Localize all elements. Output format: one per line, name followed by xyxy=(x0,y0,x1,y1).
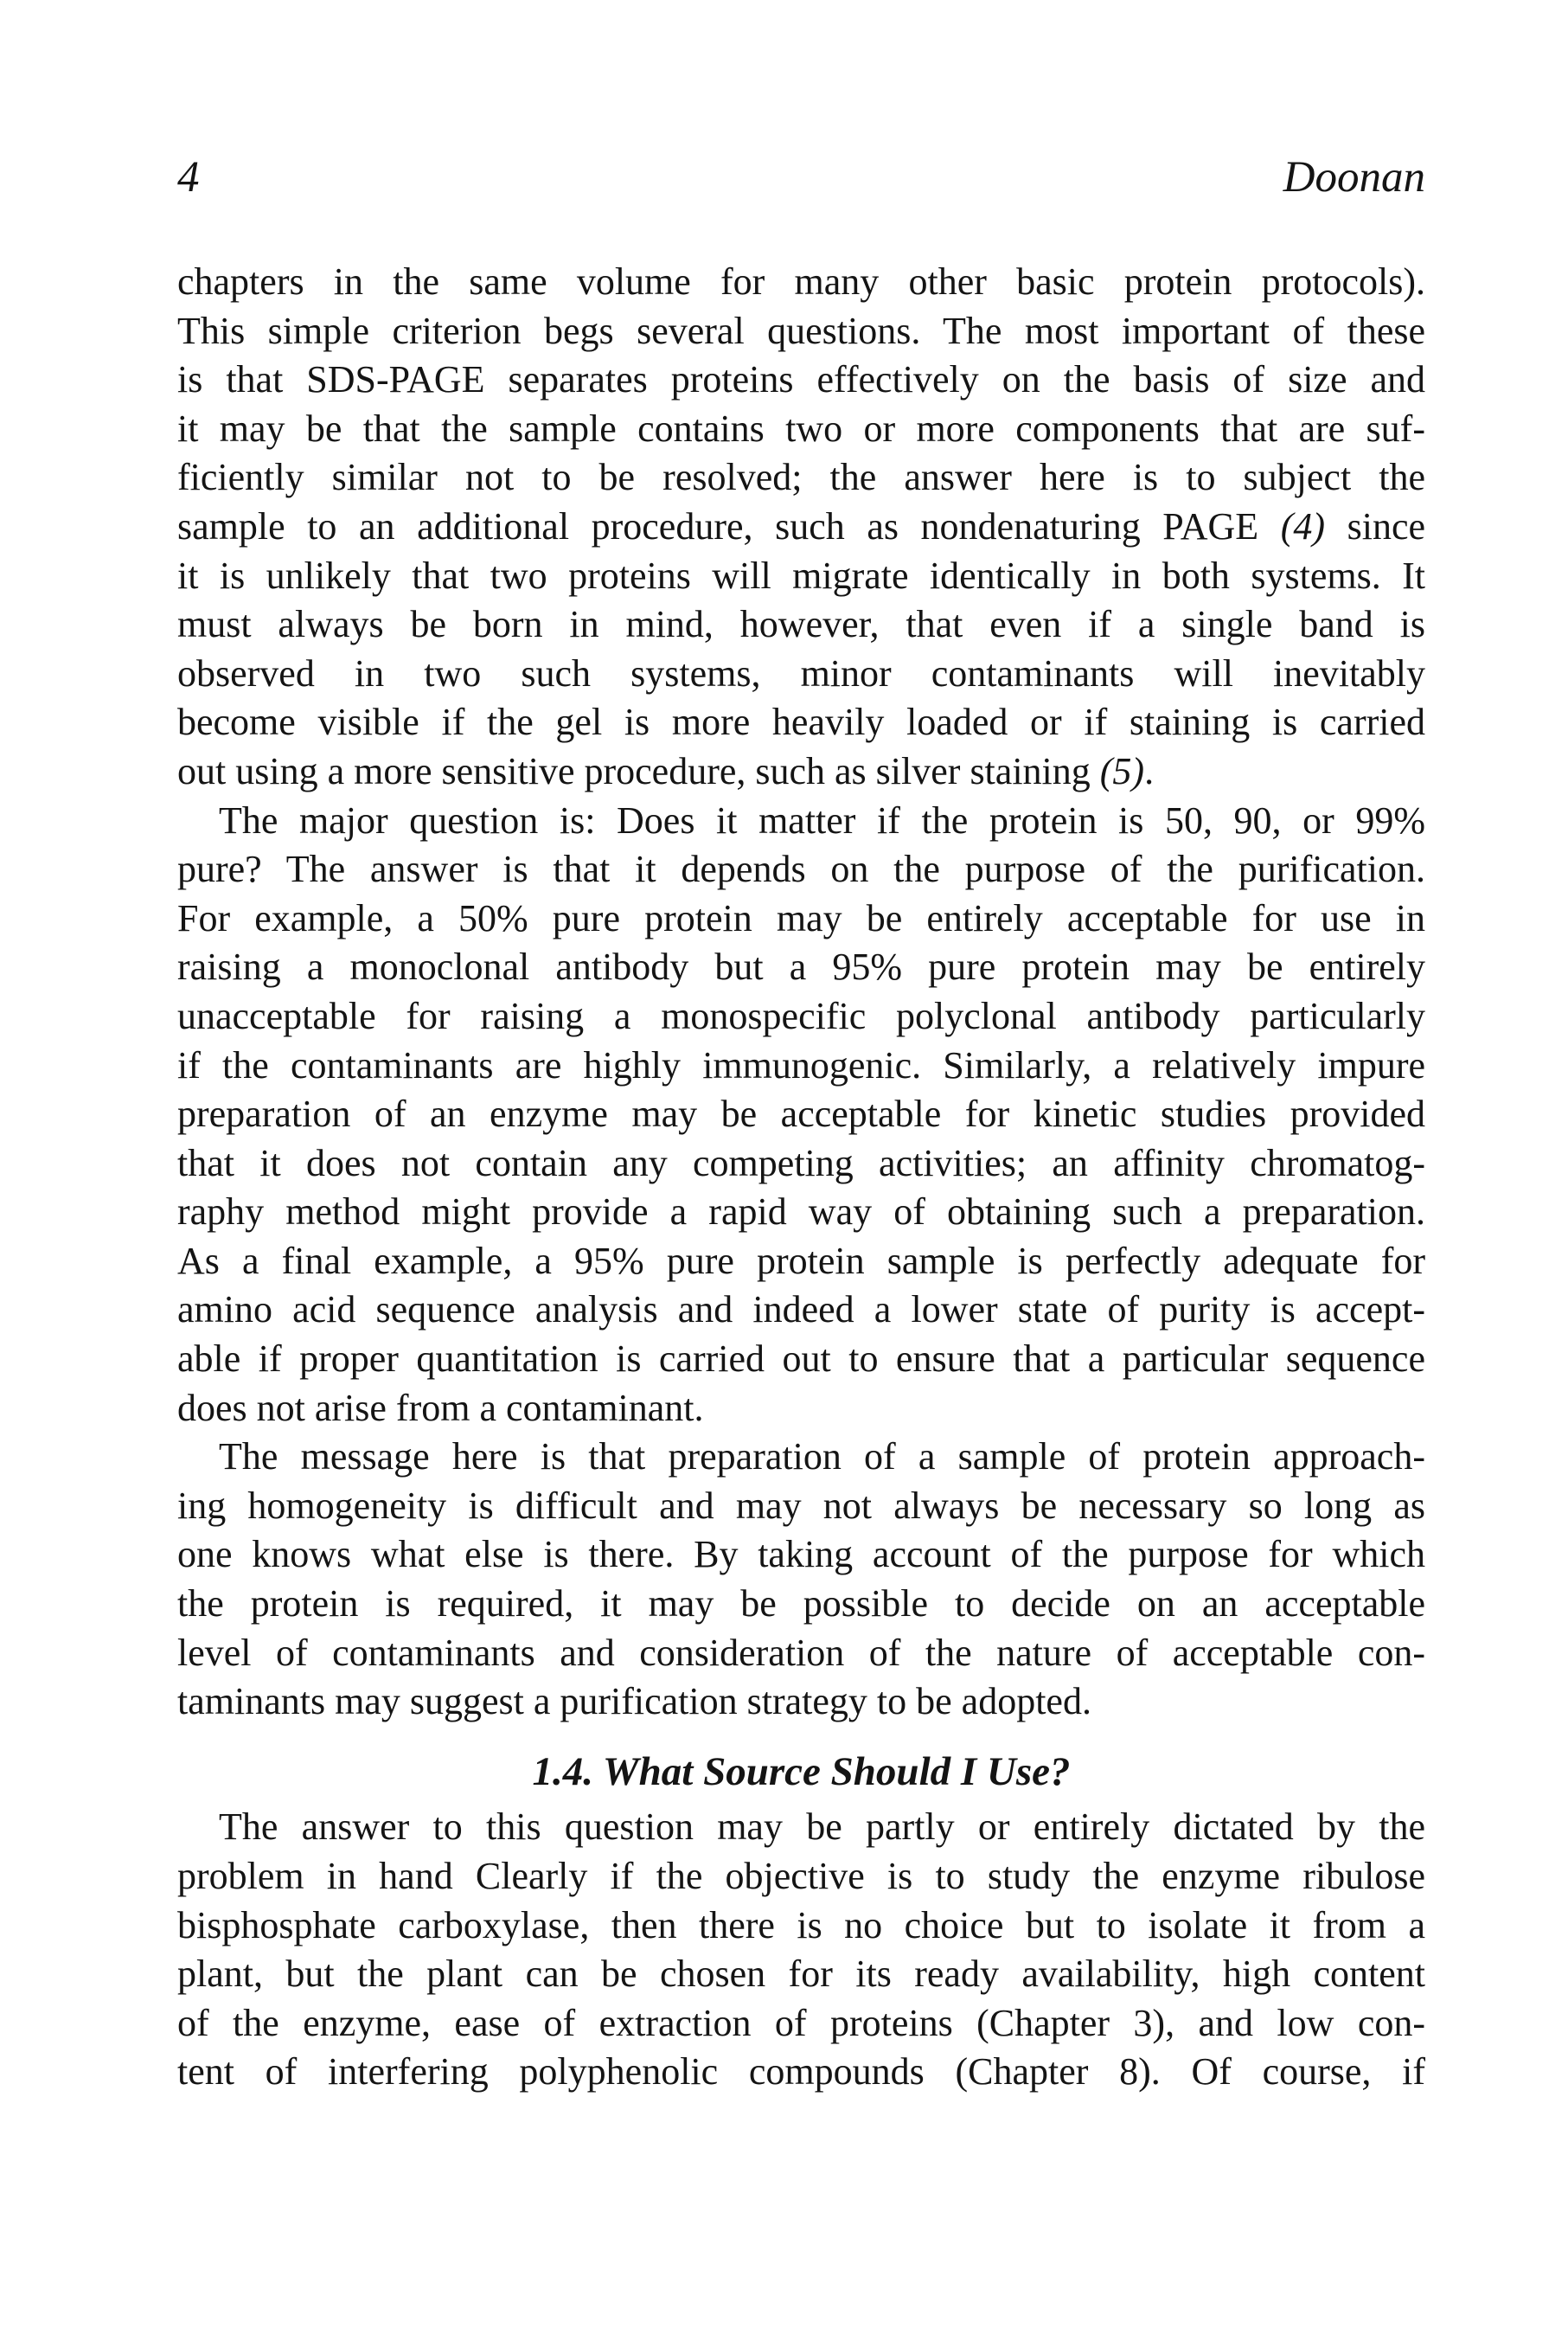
text-line: does not arise from a contaminant. xyxy=(177,1386,704,1429)
text-line: that it does not contain any competing activities; an affinity chromatog- xyxy=(177,1141,1425,1184)
paragraph-source xyxy=(177,1803,1425,2097)
text-segment: since xyxy=(1325,504,1426,548)
text-line: unacceptable for raising a monospecific polyclonal antibody particularly xyxy=(177,994,1425,1037)
text-line: it may be that the sample contains two or more components that are suf- xyxy=(177,407,1425,450)
body-text xyxy=(177,258,1425,2097)
text-line: amino acid sequence analysis and indeed a lower state of purity is accept- xyxy=(177,1288,1425,1331)
text-line: The major question is: Does it matter if the protein is 50, 90, or 99% xyxy=(219,798,1425,842)
text-line: it is unlikely that two proteins will migrate identically in both systems. It xyxy=(177,554,1425,597)
text-segment: . xyxy=(1144,749,1155,792)
text-line: tent of interfering polyphenolic compounds (Chapter 8). Of course, if xyxy=(177,2050,1425,2094)
running-head-author: Doonan xyxy=(1283,153,1425,202)
text-line: bisphosphate carboxylase, then there is no choice but to isolate it from a xyxy=(177,1903,1425,1946)
text-segment: sample to an additional procedure, such as nondenaturing PAGE xyxy=(177,504,1281,548)
text-line: level of contaminants and consideration of the nature of acceptable con- xyxy=(177,1631,1425,1674)
text-line: This simple criterion begs several questions. The most important of these xyxy=(177,309,1425,352)
reference-citation: (5) xyxy=(1099,749,1145,792)
page-number: 4 xyxy=(177,153,200,202)
text-line: the protein is required, it may be possible to decide on an acceptable xyxy=(177,1582,1425,1626)
text-line: ficiently similar not to be resolved; the answer here is to subject the xyxy=(177,456,1425,499)
text-line: For example, a 50% pure protein may be entirely acceptable for use in xyxy=(177,896,1425,939)
text-line: of the enzyme, ease of extraction of proteins (Chapter 3), and low con- xyxy=(177,2001,1425,2044)
text-line: The message here is that preparation of a sample of protein approach- xyxy=(219,1435,1425,1478)
text-line: plant, but the plant can be chosen for its ready availability, high content xyxy=(177,1953,1425,1996)
text-line: taminants may suggest a purification strategy to be adopted. xyxy=(177,1680,1091,1723)
text-line: raphy method might provide a rapid way of obtaining such a preparation. xyxy=(177,1190,1425,1234)
text-line: chapters in the same volume for many other basic protein protocols). xyxy=(177,260,1425,303)
running-head xyxy=(177,147,1425,208)
text-line: become visible if the gel is more heavily loaded or if staining is carried xyxy=(177,701,1425,744)
paragraph-purity xyxy=(177,797,1425,1433)
text-line: raising a monoclonal antibody but a 95% pure protein may be entirely xyxy=(177,946,1425,989)
paragraph-message xyxy=(177,1433,1425,1727)
text-line: pure? The answer is that it depends on the purpose of the purification. xyxy=(177,848,1425,891)
text-segment: out using a more sensitive procedure, such as silver staining xyxy=(177,749,1100,792)
text-line: ing homogeneity is difficult and may not always be necessary so long as xyxy=(177,1484,1425,1527)
text-line: one knows what else is there. By taking account of the purpose for which xyxy=(177,1533,1425,1576)
text-line: must always be born in mind, however, that even if a single band is xyxy=(177,603,1425,646)
text-line: if the contaminants are highly immunogenic. Similarly, a relatively impure xyxy=(177,1043,1425,1087)
text-line: preparation of an enzyme may be acceptable for kinetic studies provided xyxy=(177,1093,1425,1136)
text-line: is that SDS-PAGE separates proteins effectively on the basis of size and xyxy=(177,358,1425,401)
text-line: problem in hand Clearly if the objective is to study the enzyme ribulose xyxy=(177,1855,1425,1897)
text-line xyxy=(177,747,1425,797)
reference-citation: (4) xyxy=(1280,504,1326,548)
paragraph-continued xyxy=(177,258,1425,797)
text-line: The answer to this question may be partly or entirely dictated by the xyxy=(219,1805,1425,1849)
text-line: observed in two such systems, minor contaminants will inevitably xyxy=(177,651,1425,695)
text-line: As a final example, a 95% pure protein sample is perfectly adequate for xyxy=(177,1239,1425,1282)
text-line xyxy=(177,503,1425,552)
section-heading: 1.4. What Source Should I Use? xyxy=(532,1748,1071,1794)
text-line: able if proper quantitation is carried out to ensure that a particular sequence xyxy=(177,1337,1425,1381)
